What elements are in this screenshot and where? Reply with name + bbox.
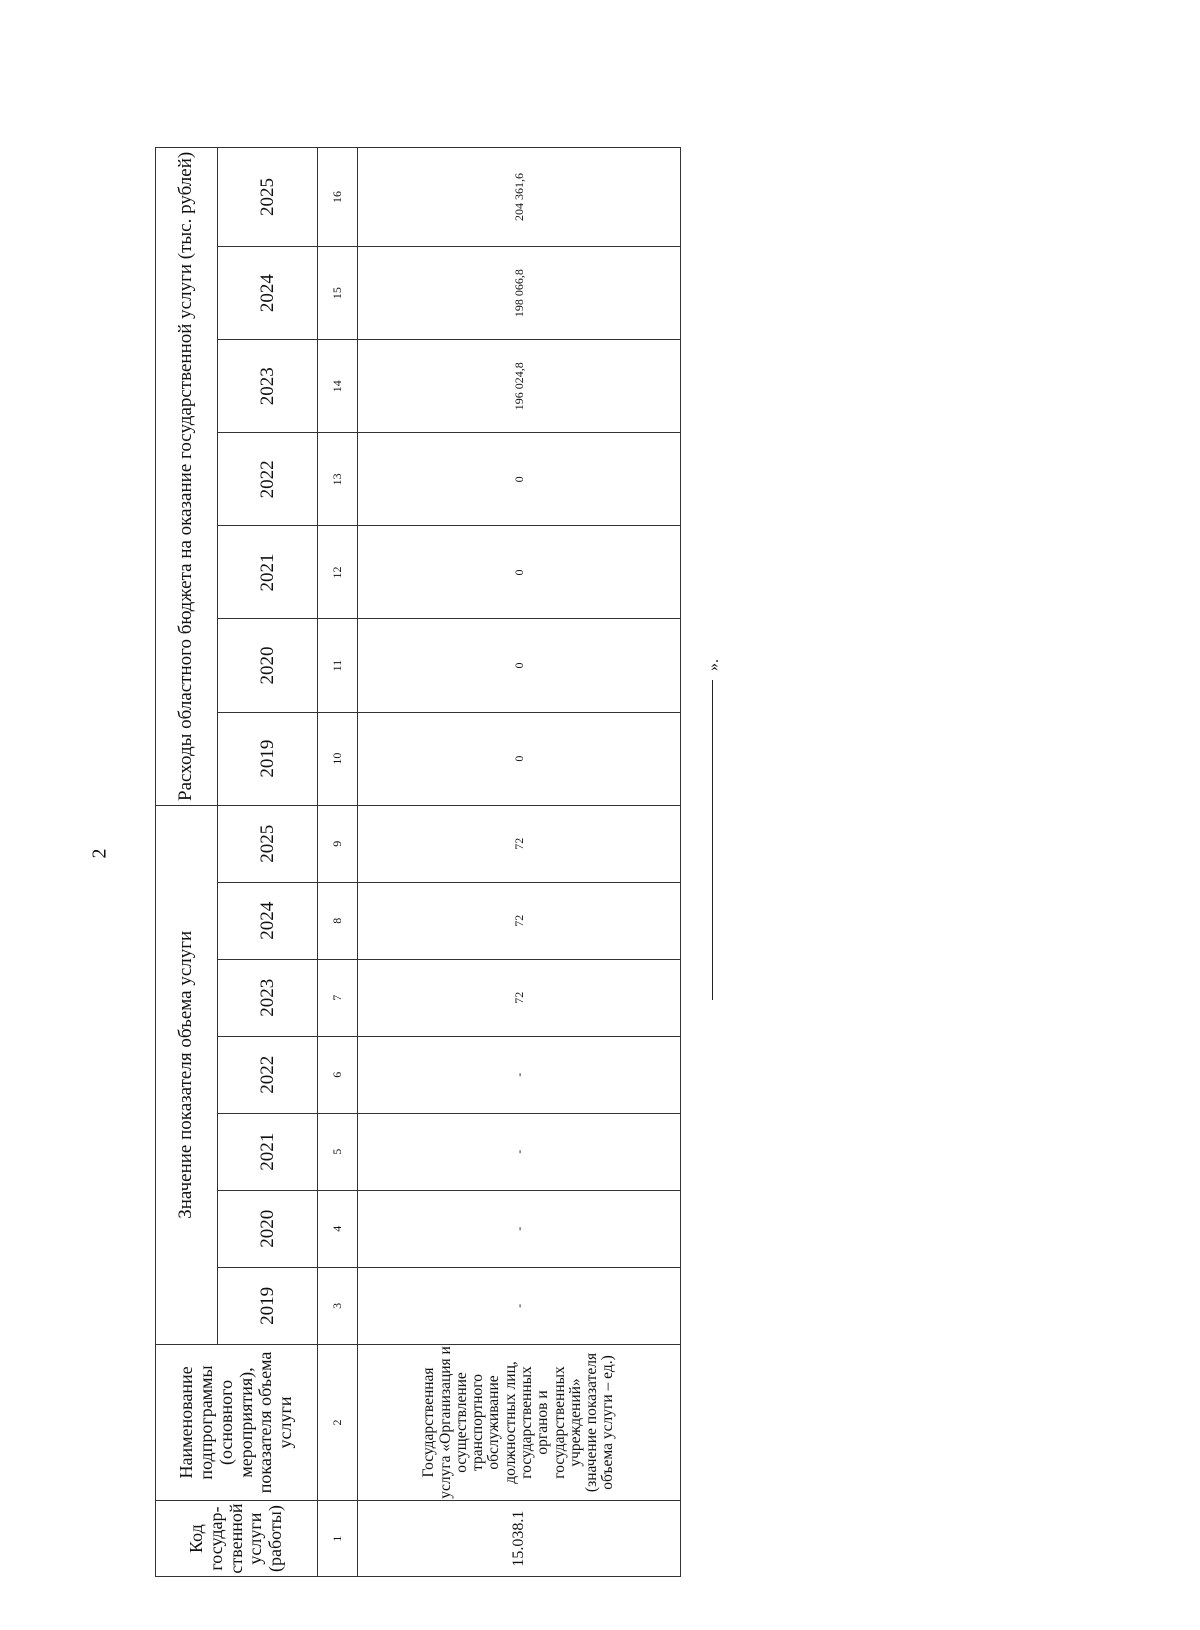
column-index: 11 [318, 619, 358, 712]
column-index: 16 [318, 148, 358, 247]
header-expense-year: 2025 [218, 148, 318, 247]
header-volume-year: 2019 [218, 1267, 318, 1344]
service-name: Государственная услуга «Организация и осуществление транспортного обслуживание должностных лиц, государственных органов и государственных учреждений» (значение показателя объема услуги – ед.) [358, 1344, 681, 1500]
column-index: 13 [318, 433, 358, 526]
header-expense-year: 2020 [218, 619, 318, 712]
closing-block [702, 680, 726, 1000]
volume-value: 72 [358, 882, 681, 959]
expense-value: 196 024,8 [358, 340, 681, 433]
column-index: 2 [318, 1344, 358, 1500]
table-region [155, 147, 680, 1577]
header-expense-year: 2019 [218, 712, 318, 805]
column-index: 5 [318, 1113, 358, 1190]
expense-value: 198 066,8 [358, 247, 681, 340]
column-index: 3 [318, 1267, 358, 1344]
volume-value: - [358, 1113, 681, 1190]
header-expense-year: 2021 [218, 526, 318, 619]
header-expense-year: 2022 [218, 433, 318, 526]
column-index: 12 [318, 526, 358, 619]
volume-value: 72 [358, 805, 681, 882]
closing-line [712, 680, 713, 1000]
column-index: 7 [318, 959, 358, 1036]
expense-value: 204 361,6 [358, 148, 681, 247]
column-index: 4 [318, 1190, 358, 1267]
column-index: 1 [318, 1501, 358, 1577]
header-volume-year: 2020 [218, 1190, 318, 1267]
header-volume-year: 2023 [218, 959, 318, 1036]
header-expense-year: 2024 [218, 247, 318, 340]
header-expense-year: 2023 [218, 340, 318, 433]
header-volume-year: 2022 [218, 1036, 318, 1113]
expense-value: 0 [358, 526, 681, 619]
volume-value: 72 [358, 959, 681, 1036]
header-code: Код госудаp-ственной услуги (работы) [156, 1501, 318, 1577]
header-volume-group: Значение показателя объема услуги [156, 805, 218, 1344]
services-table [155, 147, 681, 1577]
column-index: 14 [318, 340, 358, 433]
expense-value: 0 [358, 619, 681, 712]
column-index: 15 [318, 247, 358, 340]
volume-value: - [358, 1267, 681, 1344]
header-volume-year: 2025 [218, 805, 318, 882]
column-index: 6 [318, 1036, 358, 1113]
table-row [358, 148, 681, 1577]
header-volume-year: 2024 [218, 882, 318, 959]
expense-value: 0 [358, 712, 681, 805]
header-volume-year: 2021 [218, 1113, 318, 1190]
column-index: 9 [318, 805, 358, 882]
volume-value: - [358, 1036, 681, 1113]
closing-mark: ». [705, 659, 722, 671]
expense-value: 0 [358, 433, 681, 526]
column-index: 10 [318, 712, 358, 805]
header-expense-group: Расходы областного бюджета на оказание государственной услуги (тыс. рублей) [156, 148, 218, 806]
service-code: 15.038.1 [358, 1501, 681, 1577]
header-name: Наименование подпрограммы (основного мероприятия), показателя объема услуги [156, 1344, 318, 1500]
volume-value: - [358, 1190, 681, 1267]
column-index: 8 [318, 882, 358, 959]
page-number: 2 [88, 848, 111, 859]
